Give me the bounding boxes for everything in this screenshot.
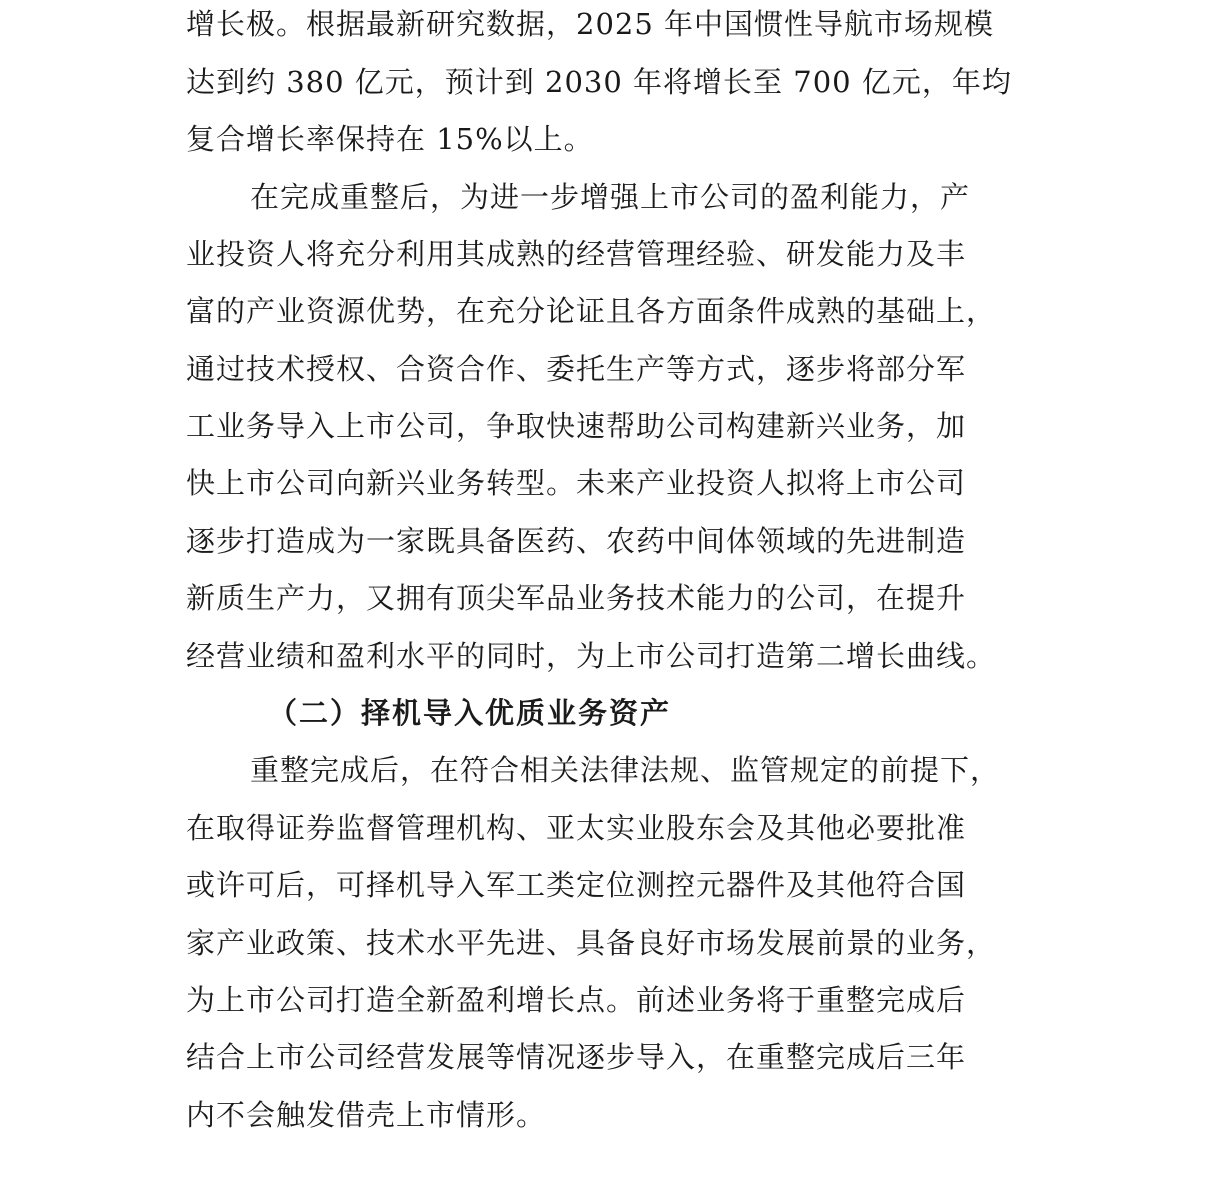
text-line: 工业务导入上市公司，争取快速帮助公司构建新兴业务，加: [186, 409, 967, 443]
text-line: 或许可后，可择机导入军工类定位测控元器件及其他符合国: [186, 868, 967, 902]
text-line: 业投资人将充分利用其成熟的经营管理经验、研发能力及丰: [186, 237, 967, 271]
text-line: 内不会触发借壳上市情形。: [186, 1098, 547, 1132]
text-line: 结合上市公司经营发展等情况逐步导入，在重整完成后三年: [186, 1040, 967, 1074]
text-line: 通过技术授权、合资合作、委托生产等方式，逐步将部分军: [186, 352, 967, 386]
text-line: 为上市公司打造全新盈利增长点。前述业务将于重整完成后: [186, 983, 967, 1017]
section-heading: （二）择机导入优质业务资产: [268, 696, 672, 730]
text-line: 复合增长率保持在 15%以上。: [186, 122, 594, 156]
text-line: 逐步打造成为一家既具备医药、农药中间体领域的先进制造: [186, 524, 967, 558]
text-line: 重整完成后，在符合相关法律法规、监管规定的前提下，: [250, 753, 1001, 787]
text-line: 快上市公司向新兴业务转型。未来产业投资人拟将上市公司: [186, 466, 967, 500]
text-line: 新质生产力，又拥有顶尖军品业务技术能力的公司，在提升: [186, 581, 967, 615]
text-line: 家产业政策、技术水平先进、具备良好市场发展前景的业务，: [186, 926, 997, 960]
text-line: 达到约 380 亿元，预计到 2030 年将增长至 700 亿元，年均: [186, 65, 1012, 99]
text-line: 经营业绩和盈利水平的同时，为上市公司打造第二增长曲线。: [186, 639, 997, 673]
text-line: 在取得证券监督管理机构、亚太实业股东会及其他必要批准: [186, 811, 967, 845]
text-line: 富的产业资源优势，在充分论证且各方面条件成熟的基础上，: [186, 294, 997, 328]
text-line: 增长极。根据最新研究数据，2025 年中国惯性导航市场规模: [186, 7, 995, 41]
text-line: 在完成重整后，为进一步增强上市公司的盈利能力，产: [250, 180, 971, 214]
